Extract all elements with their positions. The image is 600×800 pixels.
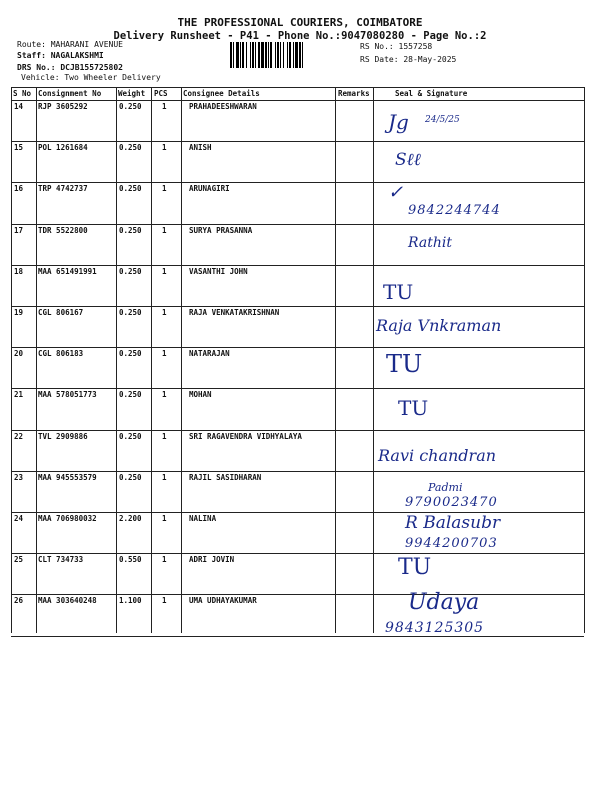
staff-label: Staff: NAGALAKSHMI: [17, 51, 104, 60]
cell-consignee: ANISH: [189, 143, 212, 152]
cell-pcs: 1: [162, 184, 167, 193]
cell-pcs: 1: [162, 596, 167, 605]
cell-cno: MAA 706980032: [38, 514, 97, 523]
handwritten-phone-24: 9944200703: [405, 536, 498, 551]
cell-consignee: PRAHADEESHWARAN: [189, 102, 257, 111]
cell-sno: 14: [14, 102, 24, 111]
cell-sno: 24: [14, 514, 24, 523]
drs-label: DRS No.: DCJB155725802: [17, 63, 123, 72]
signature-15: Sℓℓ: [395, 150, 421, 170]
route-label: Route: MAHARANI AVENUE: [17, 40, 123, 49]
col-header-consignee: Consignee Details: [183, 89, 260, 98]
cell-sno: 15: [14, 143, 24, 152]
cell-sno: 21: [14, 390, 24, 399]
column-rule: [11, 87, 12, 633]
row-rule: [11, 636, 584, 637]
row-rule: [11, 471, 584, 472]
company-title: THE PROFESSIONAL COURIERS, COIMBATORE: [177, 16, 423, 29]
row-rule: [11, 141, 584, 142]
row-rule: [11, 388, 584, 389]
cell-weight: 0.250: [119, 473, 142, 482]
cell-weight: 0.550: [119, 555, 142, 564]
cell-weight: 1.100: [119, 596, 142, 605]
column-rule: [373, 87, 374, 633]
cell-pcs: 1: [162, 143, 167, 152]
cell-weight: 0.250: [119, 102, 142, 111]
handwritten-date: 24/5/25: [425, 115, 460, 125]
column-rule: [151, 87, 152, 633]
cell-pcs: 1: [162, 102, 167, 111]
cell-cno: POL 1261684: [38, 143, 88, 152]
cell-sno: 22: [14, 432, 24, 441]
column-rule: [116, 87, 117, 633]
cell-consignee: UMA UDHAYAKUMAR: [189, 596, 257, 605]
row-rule: [11, 306, 584, 307]
cell-pcs: 1: [162, 432, 167, 441]
cell-cno: MAA 945553579: [38, 473, 97, 482]
cell-cno: TDR 5522800: [38, 226, 88, 235]
cell-pcs: 1: [162, 267, 167, 276]
signature-22: Ravi chandran: [378, 446, 497, 465]
row-rule: [11, 224, 584, 225]
signature-16: ✓: [388, 182, 404, 203]
signature-18: TU: [383, 280, 414, 304]
column-rule: [181, 87, 182, 633]
cell-weight: 2.200: [119, 514, 142, 523]
cell-weight: 0.250: [119, 143, 142, 152]
cell-weight: 0.250: [119, 267, 142, 276]
signature-20: TU: [386, 350, 423, 378]
column-rule: [36, 87, 37, 633]
row-rule: [11, 265, 584, 266]
cell-weight: 0.250: [119, 390, 142, 399]
signature-14: Jg: [388, 110, 409, 134]
signature-21: TU: [398, 396, 429, 420]
cell-weight: 0.250: [119, 226, 142, 235]
cell-pcs: 1: [162, 473, 167, 482]
cell-cno: RJP 3605292: [38, 102, 88, 111]
cell-consignee: NATARAJAN: [189, 349, 230, 358]
cell-cno: TVL 2909886: [38, 432, 88, 441]
row-rule: [11, 100, 584, 101]
cell-consignee: ADRI JOVIN: [189, 555, 235, 564]
cell-cno: CGL 806167: [38, 308, 84, 317]
cell-consignee: RAJIL SASIDHARAN: [189, 473, 262, 482]
row-rule: [11, 347, 584, 348]
column-rule: [335, 87, 336, 633]
cell-weight: 0.250: [119, 308, 142, 317]
row-rule: [11, 594, 584, 595]
cell-cno: CLT 734733: [38, 555, 84, 564]
col-header-remarks: Remarks: [338, 89, 370, 98]
cell-sno: 16: [14, 184, 24, 193]
cell-pcs: 1: [162, 349, 167, 358]
cell-consignee: MOHAN: [189, 390, 212, 399]
cell-cno: MAA 578051773: [38, 390, 97, 399]
cell-pcs: 1: [162, 555, 167, 564]
barcode: [230, 42, 352, 68]
handwritten-phone-16: 9842244744: [408, 203, 501, 218]
handwritten-phone-23: 9790023470: [405, 495, 498, 510]
vehicle-label: Vehicle: Two Wheeler Delivery: [21, 73, 161, 82]
cell-pcs: 1: [162, 308, 167, 317]
cell-sno: 17: [14, 226, 24, 235]
col-header-signature: Seal & Signature: [395, 89, 468, 98]
runsheet-subtitle: Delivery Runsheet - P41 - Phone No.:9047080280 - Page No.:2: [113, 30, 487, 42]
signature-24: R Balasubr: [405, 513, 501, 533]
cell-consignee: ARUNAGIRI: [189, 184, 230, 193]
col-header-consignment: Consignment No: [38, 89, 102, 98]
cell-sno: 25: [14, 555, 24, 564]
cell-weight: 0.250: [119, 184, 142, 193]
cell-cno: MAA 303640248: [38, 596, 97, 605]
cell-consignee: VASANTHI JOHN: [189, 267, 248, 276]
cell-consignee: SURYA PRASANNA: [189, 226, 253, 235]
signature-25: TU: [398, 555, 432, 580]
signature-19: Raja Vnkraman: [376, 316, 502, 335]
signature-26: Udaya: [408, 590, 480, 615]
column-rule: [584, 87, 585, 633]
row-rule: [11, 430, 584, 431]
col-header-pcs: PCS: [154, 89, 168, 98]
cell-sno: 20: [14, 349, 24, 358]
col-header-weight: Weight: [118, 89, 146, 98]
cell-pcs: 1: [162, 226, 167, 235]
cell-sno: 18: [14, 267, 24, 276]
handwritten-phone-26: 9843125305: [385, 620, 485, 636]
row-rule: [11, 182, 584, 183]
cell-sno: 19: [14, 308, 24, 317]
cell-consignee: SRI RAGAVENDRA VIDHYALAYA: [189, 432, 302, 441]
rs-number: RS No.: 1557258: [360, 42, 433, 51]
row-rule: [11, 553, 584, 554]
rs-date: RS Date: 28-May-2025: [360, 55, 457, 64]
cell-pcs: 1: [162, 390, 167, 399]
signature-17: Rathit: [408, 235, 452, 251]
cell-sno: 26: [14, 596, 24, 605]
cell-weight: 0.250: [119, 432, 142, 441]
cell-cno: TRP 4742737: [38, 184, 88, 193]
row-rule: [11, 87, 584, 88]
cell-weight: 0.250: [119, 349, 142, 358]
col-header-sno: S No: [13, 89, 32, 98]
cell-sno: 23: [14, 473, 24, 482]
cell-consignee: NALINA: [189, 514, 217, 523]
cell-cno: CGL 806183: [38, 349, 84, 358]
cell-consignee: RAJA VENKATAKRISHNAN: [189, 308, 280, 317]
cell-cno: MAA 651491991: [38, 267, 97, 276]
signature-23: Padmi: [428, 481, 463, 494]
cell-pcs: 1: [162, 514, 167, 523]
